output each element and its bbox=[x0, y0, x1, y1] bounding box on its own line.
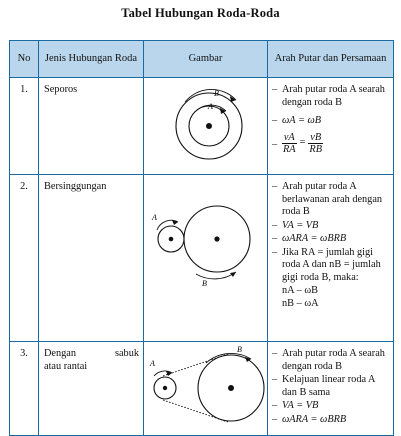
header-gambar: Gambar bbox=[144, 41, 268, 78]
wheel-relation-table bbox=[9, 40, 394, 436]
belt-bottom bbox=[163, 400, 228, 422]
row-number: 2. bbox=[10, 175, 39, 342]
row-figure bbox=[144, 78, 268, 175]
row-equations bbox=[268, 342, 394, 436]
eq-line: – Arah putar roda A berlawanan arah dengan roda B bbox=[272, 181, 390, 219]
row-jenis: Seporos bbox=[39, 78, 144, 175]
belt-wheels-diagram bbox=[144, 342, 268, 435]
eq-line: nB – ωA bbox=[282, 297, 319, 309]
eq-fraction: – $\frac{vA}{RA}$ = $\frac{vB}{RB}$ bbox=[272, 132, 390, 155]
label-a: A bbox=[208, 102, 213, 111]
table-row-sabuk bbox=[10, 342, 394, 436]
coaxial-wheels-diagram bbox=[144, 78, 268, 174]
row-figure bbox=[144, 342, 268, 436]
row-equations bbox=[268, 78, 394, 175]
arrow-b-arc bbox=[196, 272, 236, 279]
row-equations bbox=[268, 175, 394, 342]
table-row-bersinggungan bbox=[10, 175, 394, 342]
eq-line: – Arah putar roda A searah dengan roda B bbox=[272, 84, 390, 109]
header-no: No bbox=[10, 41, 39, 78]
row-jenis: Bersinggungan bbox=[39, 175, 144, 342]
label-b: B bbox=[214, 89, 219, 98]
arrow-b-arc bbox=[185, 89, 236, 102]
jenis-word: sabuk bbox=[114, 348, 139, 359]
arrow-b-head bbox=[230, 272, 236, 277]
eq-line: nA – ωB bbox=[282, 285, 318, 296]
label-a: A bbox=[150, 359, 155, 368]
row-jenis bbox=[39, 342, 144, 436]
eq-line: – ωARA = ωBRB bbox=[272, 233, 390, 246]
row-number: 3. bbox=[10, 342, 39, 436]
table-row-seporos bbox=[10, 78, 394, 175]
jenis-word: atau rantai bbox=[44, 360, 88, 372]
axle-a-dot bbox=[163, 386, 167, 390]
axle-b-dot bbox=[214, 236, 219, 241]
eq-line: – VA = VB bbox=[272, 400, 390, 413]
axle-b-dot bbox=[228, 385, 234, 391]
eq-line: – VA = VB bbox=[272, 220, 390, 233]
label-a: A bbox=[152, 213, 157, 222]
touching-wheels-diagram bbox=[144, 175, 268, 341]
header-jenis: Jenis Hubungan Roda bbox=[39, 41, 144, 78]
eq-line: – ωA = ωB bbox=[272, 115, 390, 128]
header-arah: Arah Putar dan Persamaan bbox=[268, 41, 394, 78]
belt-top bbox=[163, 354, 228, 376]
label-b: B bbox=[237, 345, 242, 354]
row-figure bbox=[144, 175, 268, 342]
table-header-row bbox=[10, 41, 394, 78]
table-title: Tabel Hubungan Roda-Roda bbox=[121, 6, 280, 20]
axle-dot bbox=[206, 123, 212, 129]
eq-line: – Arah putar roda A searah dengan roda B bbox=[272, 348, 390, 373]
eq-sub-lines bbox=[272, 285, 390, 310]
eq-line: – ωARA = ωBRB bbox=[272, 414, 390, 427]
row-number: 1. bbox=[10, 78, 39, 175]
eq-line: – Jika RA = jumlah gigi roda A dan nB = jumlah gigi roda B, maka: bbox=[272, 247, 390, 285]
axle-a-dot bbox=[169, 237, 174, 242]
eq-line: – Kelajuan linear roda A dan B sama bbox=[272, 374, 390, 399]
jenis-word: Dengan bbox=[44, 348, 77, 359]
label-b: B bbox=[202, 279, 207, 288]
